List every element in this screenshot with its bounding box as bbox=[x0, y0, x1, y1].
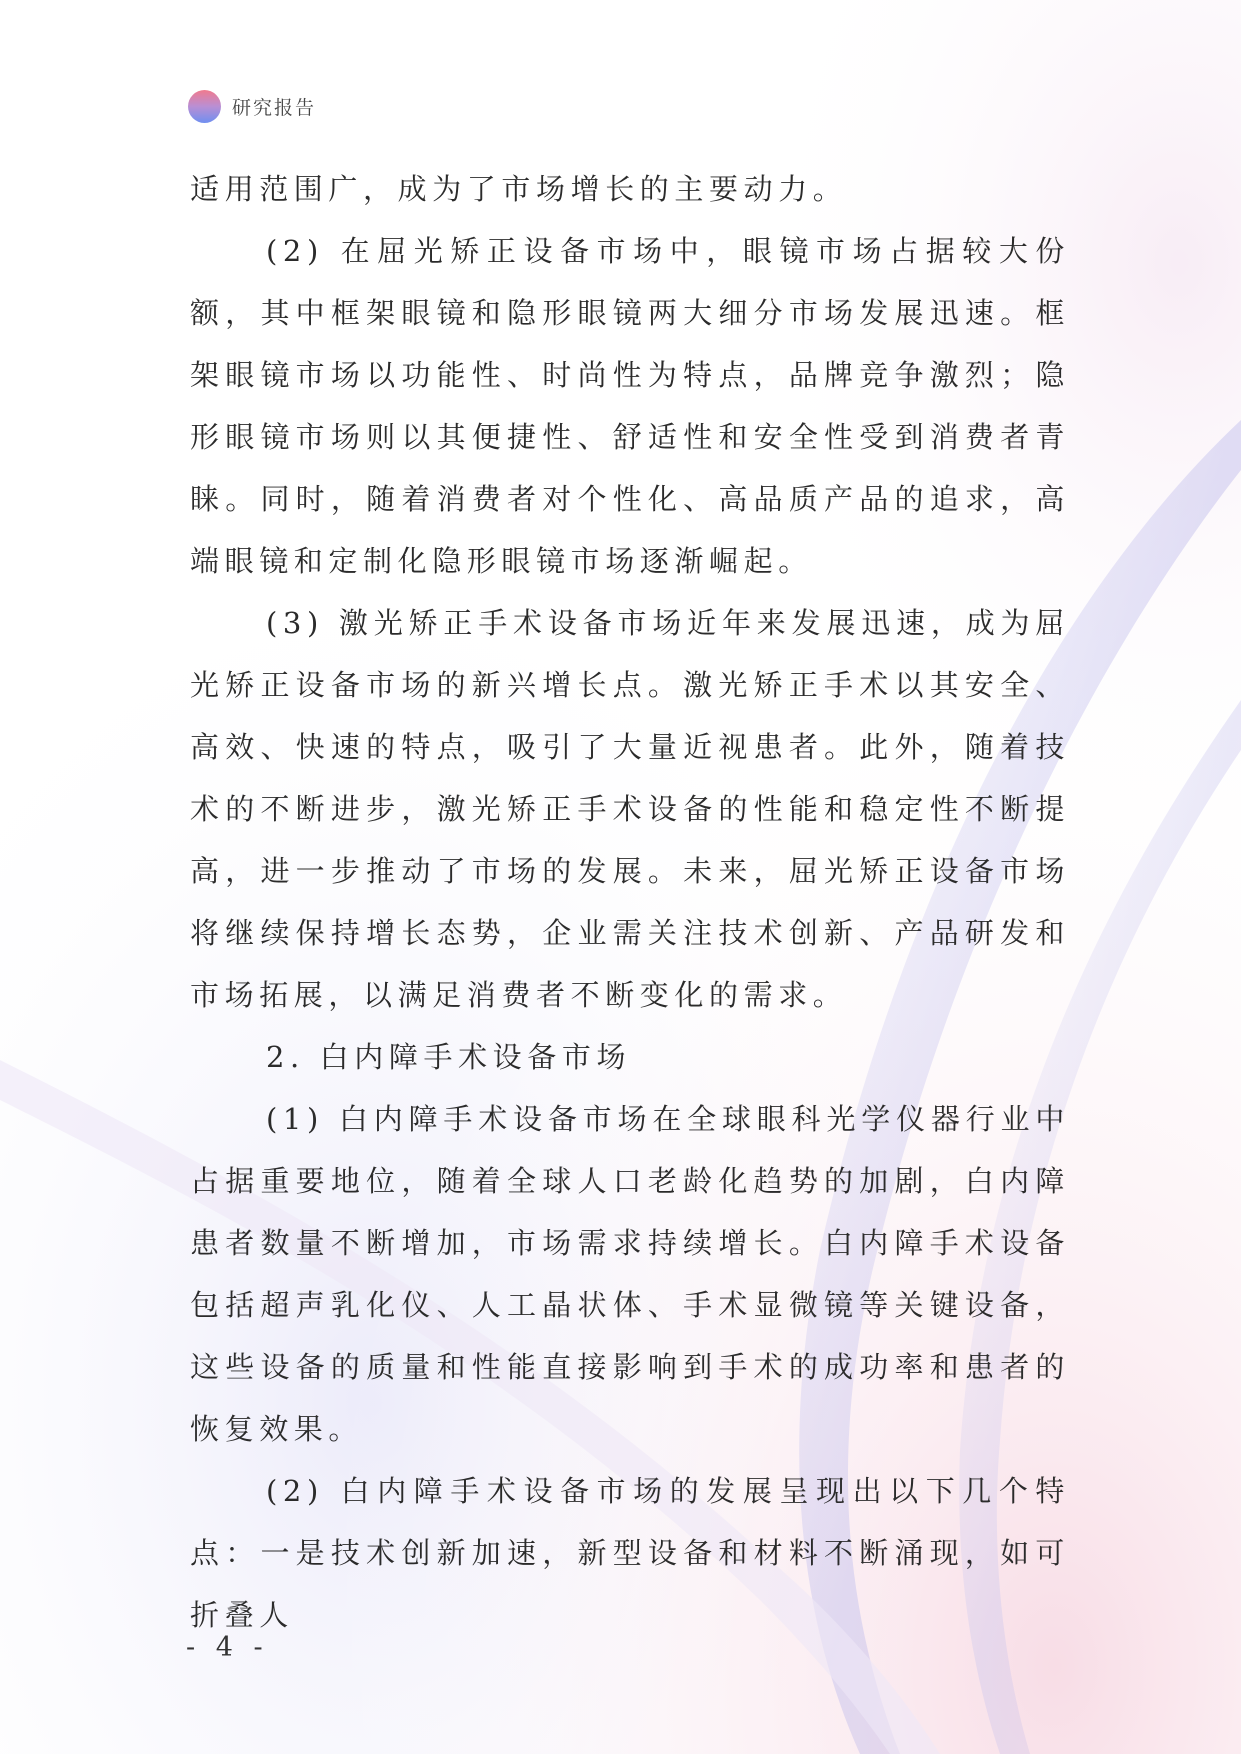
page-number: - 4 - bbox=[186, 1632, 269, 1663]
paragraph-item-3: (3) 激光矫正手术设备市场近年来发展迅速，成为屈光矫正设备市场的新兴增长点。激光矫正手术以其安全、高效、快速的特点，吸引了大量近视患者。此外，随着技术的不断进步，激光矫正手术设备的性能和稳定性不断提高，进一步推动了市场的发展。未来，屈光矫正设备市场将继续保持增长态势，企业需关注技术创新、产品研发和市场拓展，以满足消费者不断变化的需求。 bbox=[190, 606, 1070, 1012]
paragraph-item-1: (1) 白内障手术设备市场在全球眼科光学仪器行业中占据重要地位，随着全球人口老龄化趋势的加剧，白内障患者数量不断增加，市场需求持续增长。白内障手术设备包括超声乳化仪、人工晶状体、手术显微镜等关键设备，这些设备的质量和性能直接影响到手术的成功率和患者的恢复效果。 bbox=[190, 1102, 1070, 1446]
section-heading: 2. 白内障手术设备市场 bbox=[266, 1040, 632, 1074]
paragraph-item-2: (2) 在屈光矫正设备市场中，眼镜市场占据较大份额，其中框架眼镜和隐形眼镜两大细分市场发展迅速。框架眼镜市场以功能性、时尚性为特点，品牌竞争激烈；隐形眼镜市场则以其便捷性、舒适性和安全性受到消费者青睐。同时，随着消费者对个性化、高品质产品的追求，高端眼镜和定制化隐形眼镜市场逐渐崛起。 bbox=[190, 234, 1070, 578]
paragraph-item-2b: (2) 白内障手术设备市场的发展呈现出以下几个特点：一是技术创新加速，新型设备和材料不断涌现，如可折叠人 bbox=[190, 1474, 1070, 1632]
document-body bbox=[190, 158, 1070, 1646]
paragraph-continuation: 适用范围广，成为了市场增长的主要动力。 bbox=[190, 172, 848, 206]
report-header bbox=[188, 88, 316, 124]
logo-dot-icon bbox=[188, 90, 221, 123]
header-title: 研究报告 bbox=[232, 96, 317, 119]
